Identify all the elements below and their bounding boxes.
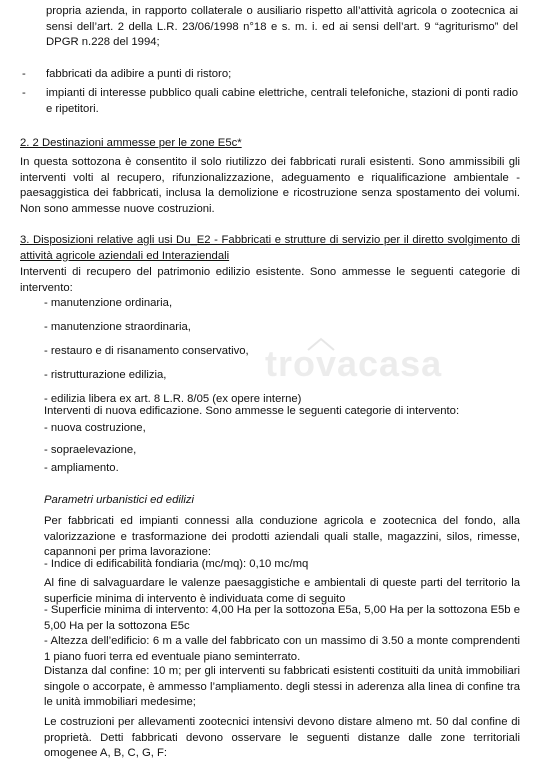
section-2-heading: 2. 2 Destinazioni ammesse per le zone E5c* xyxy=(20,137,242,149)
list-item-recupero: - edilizia libera ex art. 8 L.R. 8/05 (ex opere interne) xyxy=(44,393,302,405)
list-item-recupero: - manutenzione straordinaria, xyxy=(44,321,191,333)
nuova-intro: Interventi di nuova edificazione. Sono ammesse le seguenti categorie di intervento: xyxy=(44,405,460,417)
parametri-p1: Per fabbricati ed impianti connessi alla conduzione agricola e zootecnica del fondo, alla valorizzazione e trasformazione dei prodotti aziendali quali stalle, magazzini, silos, rimesse, capannoni per prima lavorazione: xyxy=(44,515,520,559)
parametri-p3: Al fine di salvaguardare le valenze paesaggistiche e ambientali di queste parti del territorio la superficie minima di intervento è individuata come di seguito xyxy=(44,577,520,605)
list-item-nuova: - nuova costruzione, xyxy=(44,422,146,434)
parametri-allevamenti: Le costruzioni per allevamenti zootecnici intensivi devono distare almeno mt. 50 dal confine di proprietà. Detti fabbricati devono osservare le seguenti distanze dalle zone territoriali omogenee A, B, C, G, F: xyxy=(44,716,520,760)
list-item-recupero: - restauro e di risanamento conservativo, xyxy=(44,345,249,357)
watermark-house-icon xyxy=(306,336,336,352)
section-2-body: In questa sottozona è consentito il solo riutilizzo dei fabbricati rurali esistenti. Sono ammissibili gli interventi volti al recupero, rifunzionalizzazione, adeguamento e riqualificazione ambientale - paesaggistica dei fabbricati, inclusa la demolizione e ricostruzione senza spostamento dei volumi. Non sono ammesse nuove costruzioni. xyxy=(20,156,520,215)
bullet-dash: - xyxy=(22,68,26,80)
parametri-distanza: Distanza dal confine: 10 m; per gli interventi su fabbricati esistenti costituiti da unità immobiliari singole o accorpate, è ammesso l’ampliamento. degli stessi in aderenza alla linea di confine tra le unità immobiliari medesime; xyxy=(44,665,520,709)
parametri-altezza: - Altezza dell’edificio: 6 m a valle del fabbricato con un massimo di 3.50 a monte comprendenti 1 piano fuori terra ed eventuale piano seminterrato. xyxy=(44,635,520,663)
paragraph-azienda: propria azienda, in rapporto collaterale o ausiliario rispetto all’attività agricola o zootecnica ai sensi dell’art. 2 della L.R. 23/06/1998 n°18 e s. m. i. ed ai sensi dell’art. 9 “agriturismo” del DPGR n.228 del 1994; xyxy=(46,5,518,49)
section-3-heading: 3. Disposizioni relative agli usi Du_E2 - Fabbricati e strutture di servizio per il diretto svolgimento di attività agricole aziendali ed Interaziendali xyxy=(20,234,520,262)
parametri-superficie: - Superficie minima di intervento: 4,00 Ha per la sottozona E5a, 5,00 Ha per la sottozona E5b e 5,00 Ha per la sottozona E5c xyxy=(44,604,520,632)
list-item-nuova: - sopraelevazione, xyxy=(44,444,137,456)
list-item-nuova: - ampliamento. xyxy=(44,462,119,474)
list-item-recupero: - manutenzione ordinaria, xyxy=(44,297,173,309)
bullet-ristoro: fabbricati da adibire a punti di ristoro; xyxy=(46,68,232,80)
watermark: trovacasa xyxy=(265,343,443,384)
bullet-dash: - xyxy=(22,87,26,99)
parametri-indice: - Indice di edificabilità fondiaria (mc/mq): 0,10 mc/mq xyxy=(44,558,309,570)
list-item-recupero: - ristrutturazione edilizia, xyxy=(44,369,167,381)
bullet-impianti: impianti di interesse pubblico quali cabine elettriche, centrali telefoniche, stazioni di ponti radio e ripetitori. xyxy=(46,87,518,115)
parametri-heading: Parametri urbanistici ed edilizi xyxy=(44,494,195,506)
section-3-intro: Interventi di recupero del patrimonio edilizio esistente. Sono ammesse le seguenti categorie di intervento: xyxy=(20,266,520,294)
